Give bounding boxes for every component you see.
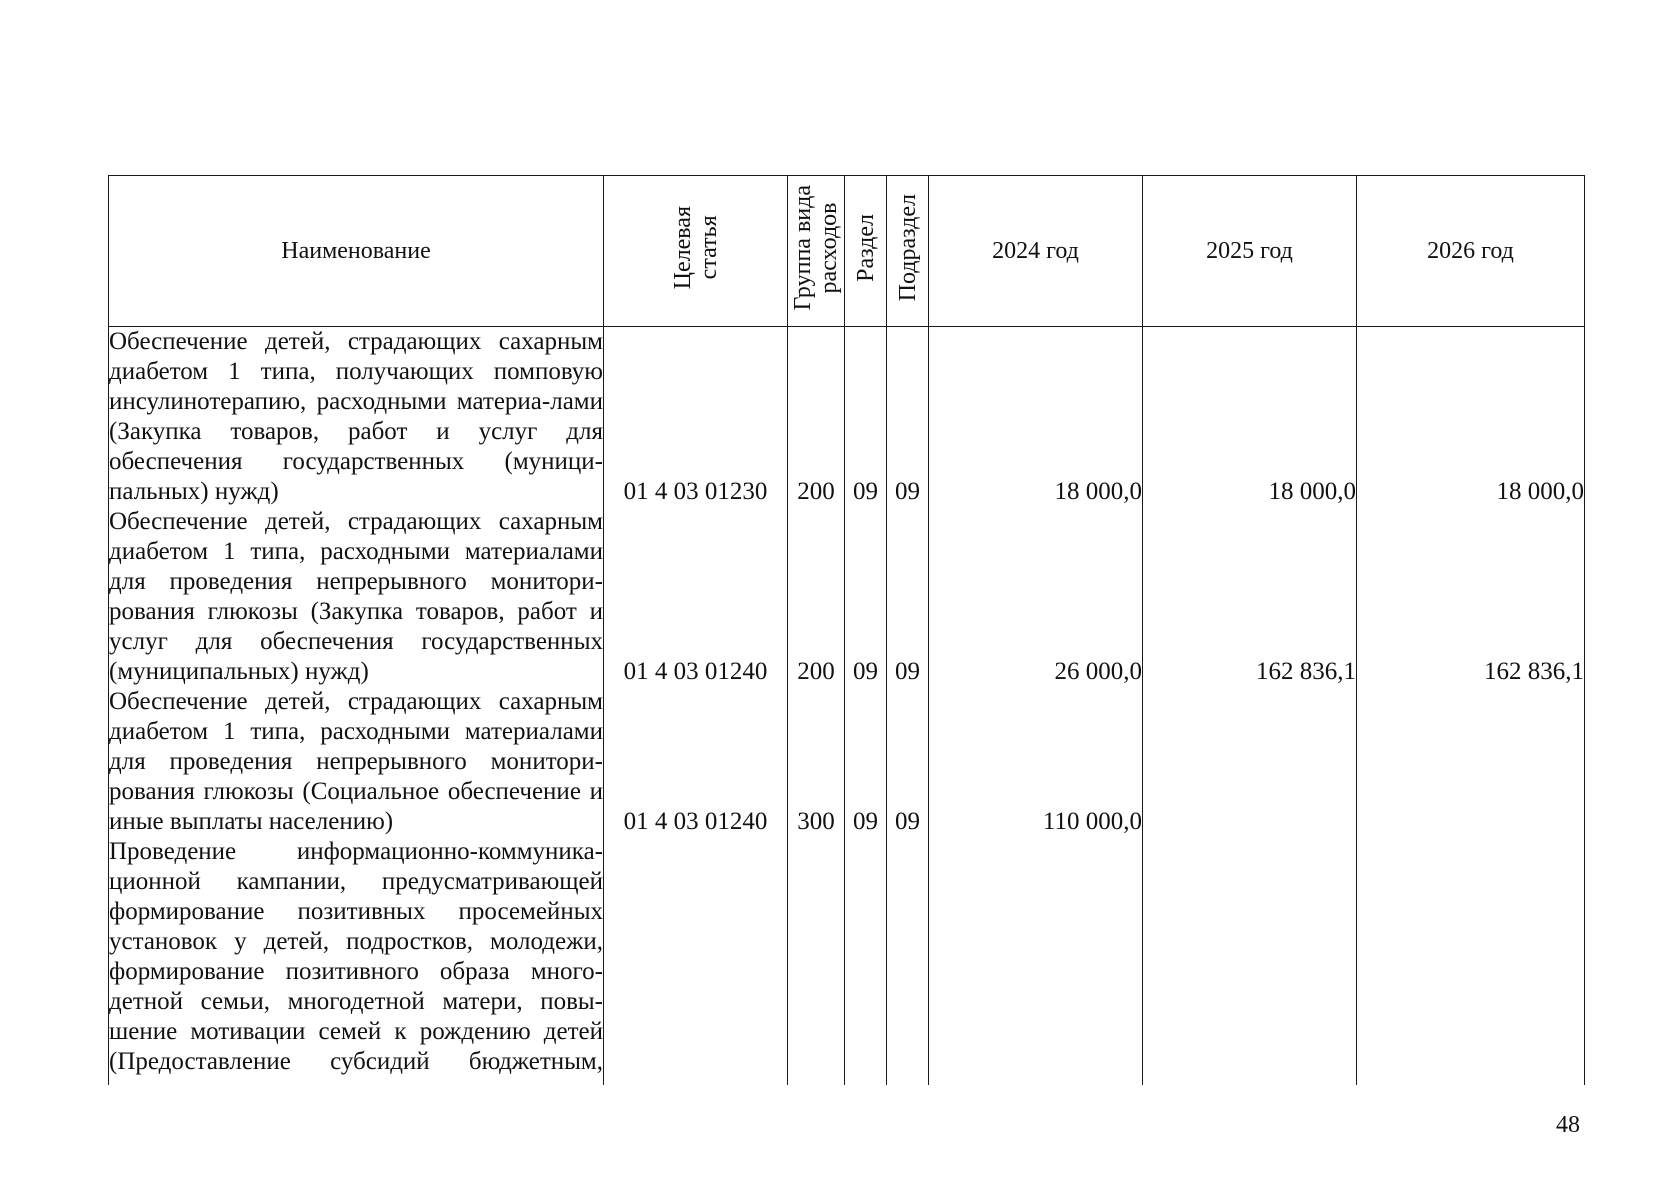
row-name: Обеспечение детей, страдающих сахарным диабетом 1 типа, расходными материалами для проведения непрерывного монитори-рования глюкозы (Закупка товаров, работ и услуг для обеспечения государственных (муниципальных) нужд) xyxy=(109,508,603,685)
row-target-article: 01 4 03 01240 xyxy=(604,687,788,837)
row-2025: 162 836,1 xyxy=(1143,507,1357,687)
header-subsection-label: Подраздел xyxy=(894,193,921,302)
table-header-row xyxy=(109,176,1585,327)
row-section xyxy=(845,837,887,1085)
row-target-article: 01 4 03 01230 xyxy=(604,327,788,508)
header-2026 xyxy=(1357,176,1585,327)
table-row xyxy=(109,837,1585,1085)
row-section: 09 xyxy=(845,327,887,508)
budget-table xyxy=(108,175,1585,1085)
header-expense-group-line-2: расходов xyxy=(816,202,842,293)
table-row xyxy=(109,507,1585,687)
row-target-article xyxy=(604,837,788,1085)
row-2024: 26 000,0 xyxy=(929,507,1143,687)
page-number: 48 xyxy=(1556,1112,1580,1138)
header-section xyxy=(845,176,887,327)
row-2024: 110 000,0 xyxy=(929,687,1143,837)
table-row xyxy=(109,687,1585,837)
header-expense-group-line-1: Группа вида xyxy=(790,184,816,311)
row-name: Проведение информационно-коммуника-ционной кампании, предусматривающей формирование позитивных просемейных установок у детей, подростков, молодежи, формирование позитивного образа много-детной семьи, многодетной матери, повы-шение мотивации семей к рождению детей (Предоставление субсидий бюджетным, xyxy=(109,837,604,1085)
row-section: 09 xyxy=(845,507,887,687)
row-section: 09 xyxy=(845,687,887,837)
header-2024-label: 2024 год xyxy=(992,238,1079,264)
row-subsection: 09 xyxy=(887,507,929,687)
row-2025 xyxy=(1143,687,1357,837)
row-2026 xyxy=(1357,837,1585,1085)
header-subsection xyxy=(887,176,929,327)
header-name-label: Наименование xyxy=(281,238,431,264)
row-2025: 18 000,0 xyxy=(1143,327,1357,508)
header-expense-group xyxy=(788,176,845,327)
row-2026 xyxy=(1357,687,1585,837)
header-target-article-label xyxy=(670,206,722,289)
row-expense-group: 200 xyxy=(788,327,845,508)
row-name: Обеспечение детей, страдающих сахарным диабетом 1 типа, расходными материалами для проведения непрерывного монитори-рования глюкозы (Социальное обеспечение и иные выплаты населению) xyxy=(109,688,603,835)
header-2024 xyxy=(929,176,1143,327)
row-2024: 18 000,0 xyxy=(929,327,1143,508)
row-name: Обеспечение детей, страдающих сахарным диабетом 1 типа, получающих помповую инсулинотерапию, расходными материа-лами (Закупка товаров, работ и услуг для обеспечения государственных (муници-пальных) нужд) xyxy=(109,328,603,505)
row-expense-group: 300 xyxy=(788,687,845,837)
row-subsection: 09 xyxy=(887,327,929,508)
header-2025 xyxy=(1143,176,1357,327)
row-2025 xyxy=(1143,837,1357,1085)
row-expense-group: 200 xyxy=(788,507,845,687)
row-2024 xyxy=(929,837,1143,1085)
header-target-article-line-1: Целевая xyxy=(669,205,696,290)
header-target-article xyxy=(604,176,788,327)
header-target-article-line-2: статья xyxy=(695,215,722,280)
header-expense-group-label xyxy=(790,185,842,310)
row-subsection xyxy=(887,837,929,1085)
header-2025-label: 2025 год xyxy=(1206,238,1293,264)
row-target-article: 01 4 03 01240 xyxy=(604,507,788,687)
header-section-label: Раздел xyxy=(852,213,879,282)
row-2026: 162 836,1 xyxy=(1357,507,1585,687)
row-2026: 18 000,0 xyxy=(1357,327,1585,508)
row-expense-group xyxy=(788,837,845,1085)
row-subsection: 09 xyxy=(887,687,929,837)
header-2026-label: 2026 год xyxy=(1427,238,1514,264)
header-name xyxy=(109,176,604,327)
table-row xyxy=(109,327,1585,508)
